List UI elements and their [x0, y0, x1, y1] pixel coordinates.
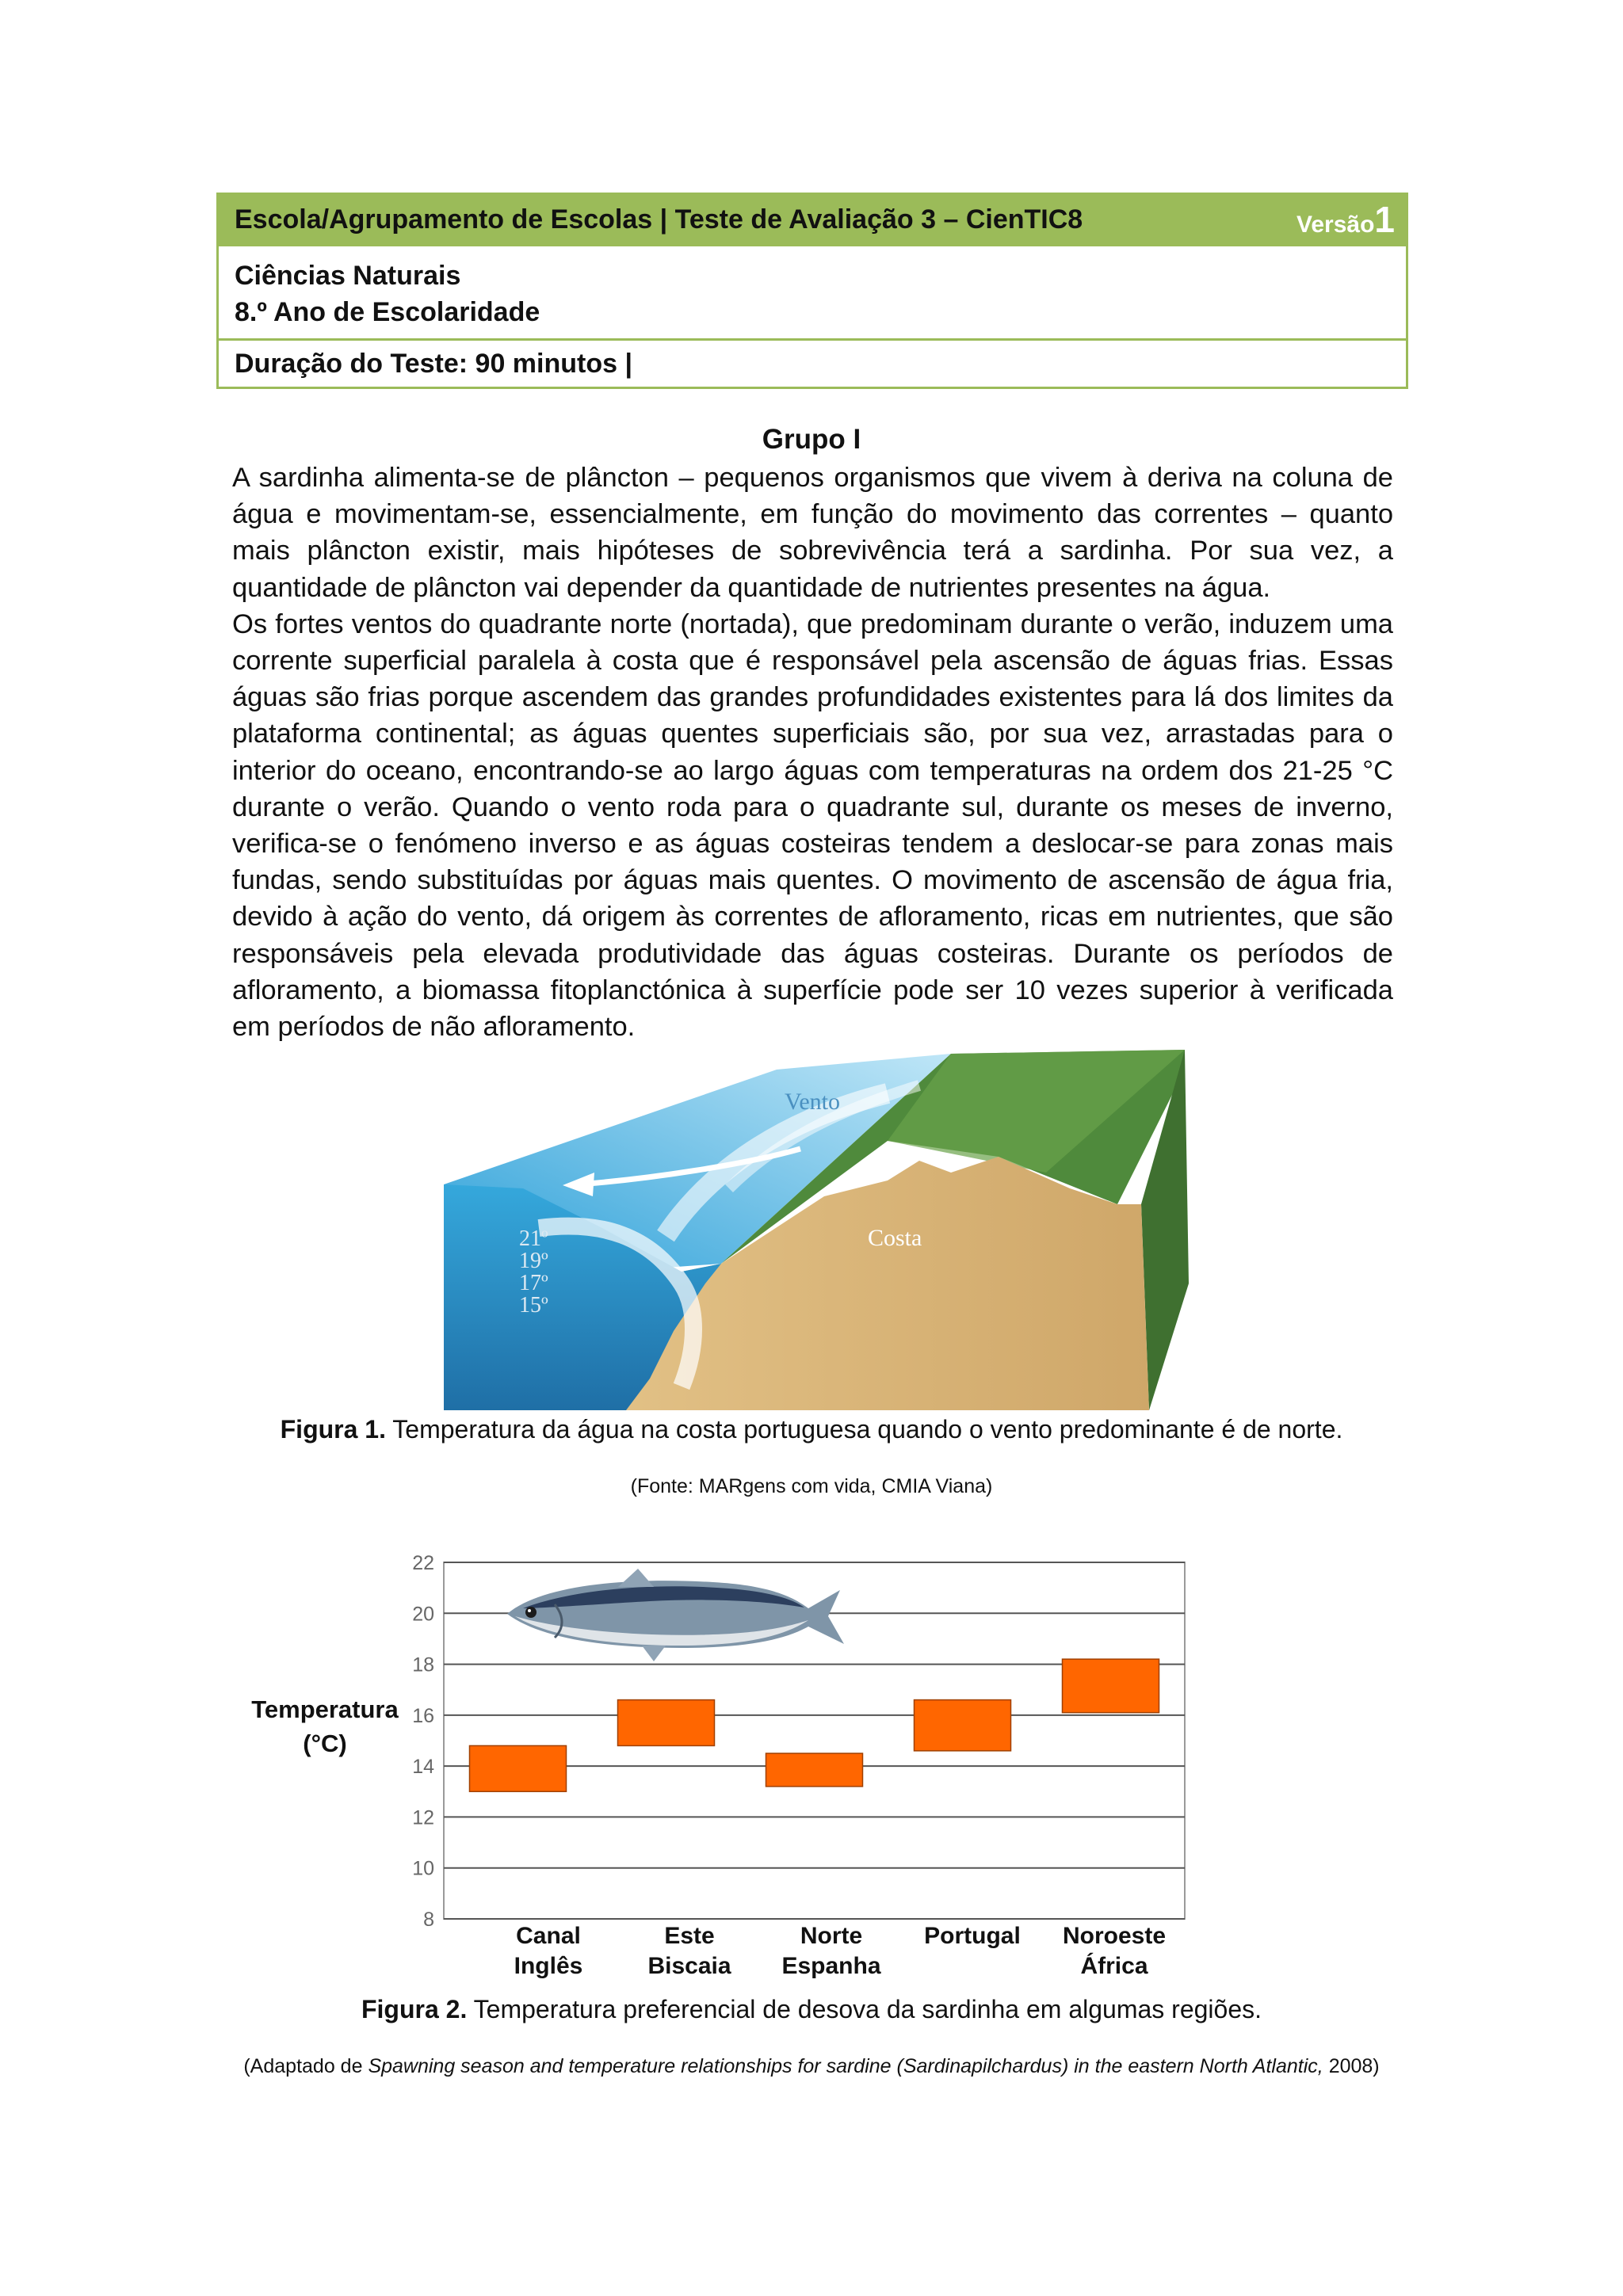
- y-tick-label: 22: [412, 1552, 434, 1574]
- upwelling-diagram: [444, 1046, 1189, 1410]
- source-title: Spawning season and temperature relationships for sardine (Sardinapilchardus) in the eastern North Atlantic,: [368, 2055, 1323, 2077]
- y-tick-label: 14: [412, 1756, 434, 1779]
- plot-frame: [444, 1562, 1185, 1919]
- range-bar-3: [915, 1700, 1011, 1751]
- cat0-line2: Inglês: [514, 1953, 583, 1979]
- cat3-line1: Portugal: [924, 1923, 1021, 1949]
- source-prefix: (Adaptado de: [243, 2055, 369, 2077]
- cat1-line2: Biscaia: [647, 1953, 731, 1979]
- source-suffix: 2008): [1323, 2055, 1380, 2077]
- category-label-1: [634, 1921, 745, 1981]
- cat0-line1: Canal: [516, 1923, 581, 1949]
- range-bar-2: [766, 1753, 863, 1787]
- category-label-3: [917, 1921, 1028, 1951]
- paragraph-1: A sardinha alimenta-se de plâncton – pequenos organismos que vivem à deriva na coluna de água e movimentam-se, essencialmente, em função do movimento das correntes – quanto mais plâncton existir, mais hipóteses de sobrevivência terá a sardinha. Por sua vez, a quantidade de plâncton vai depender da quantidade de nutrientes presentes na água.: [232, 463, 1393, 603]
- category-label-2: [776, 1921, 887, 1981]
- range-bar-4: [1063, 1659, 1159, 1713]
- coast-label: Costa: [868, 1225, 922, 1251]
- subject: Ciências Naturais: [235, 261, 461, 291]
- figure1-caption-label: Figura 1.: [280, 1415, 386, 1444]
- figure2-source: [0, 2055, 1623, 2078]
- range-bar-1: [618, 1700, 715, 1746]
- y-tick-label: 20: [412, 1603, 434, 1626]
- header-subject-row: [219, 244, 1406, 338]
- figure2-caption: [0, 1995, 1623, 2024]
- version-number: 1: [1374, 199, 1395, 240]
- category-label-4: [1059, 1921, 1170, 1981]
- figure1-caption-text: Temperatura da água na costa portuguesa quando o vento predominante é de norte.: [385, 1415, 1343, 1444]
- test-header: [216, 193, 1408, 389]
- y-tick-label: 16: [412, 1704, 434, 1727]
- group-title: Grupo I: [762, 424, 861, 455]
- temp-label-19: 19º: [519, 1249, 548, 1273]
- paragraph-2: Os fortes ventos do quadrante norte (nortada), que predominam durante o verão, induzem uma corrente superficial paralela à costa que é responsável pela ascensão de águas frias. Essas águas são frias porque ascendem das grandes profundidades existentes para lá dos limites da plataforma continental; as águas quentes superficiais são, por sua vez, arrastadas para o interior do oceano, encontrando-se ao largo águas com temperaturas na ordem dos 21-25 °C durante o verão. Quando o vento roda para o quadrante sul, durante os meses de inverno, verifica-se o fenómeno inverso e as águas costeiras tendem a deslocar-se para zonas mais fundas, sendo substituídas por águas mais quentes. O movimento de ascensão de água fria, devido à ação do vento, dá origem às correntes de afloramento, ricas em nutrientes, que são responsáveis pela elevada produtividade das águas costeiras. Durante os períodos de afloramento, a biomassa fitoplanctónica à superfície pode ser 10 vezes superior à verificada em períodos de não afloramento.: [232, 608, 1393, 1043]
- temp-label-15: 15º: [519, 1293, 548, 1318]
- figure1-caption: [0, 1415, 1623, 1444]
- cat2-line2: Espanha: [781, 1953, 881, 1979]
- body-text: [232, 460, 1393, 1045]
- temp-label-21: 21º: [519, 1226, 548, 1251]
- y-label-line1: Temperatura: [251, 1695, 399, 1723]
- chart-bars: [470, 1659, 1159, 1791]
- range-bar-0: [470, 1745, 567, 1791]
- header-title-row: [219, 195, 1406, 244]
- cat4-line2: África: [1080, 1953, 1148, 1979]
- chart-grid: [412, 1552, 1185, 1931]
- y-tick-label: 18: [412, 1653, 434, 1676]
- duration: Duração do Teste: 90 minutos |: [219, 338, 1406, 387]
- cat1-line1: Este: [664, 1923, 715, 1949]
- grade: 8.º Ano de Escolaridade: [235, 297, 540, 327]
- wind-label: Vento: [785, 1089, 840, 1115]
- figure2-caption-text: Temperatura preferencial de desova da sardinha em algumas regiões.: [467, 1995, 1262, 2023]
- cat4-line1: Noroeste: [1062, 1923, 1167, 1949]
- category-label-0: [493, 1921, 604, 1981]
- chart-y-axis-label: [238, 1692, 412, 1760]
- header-title: Escola/Agrupamento de Escolas | Teste de Avaliação 3 – CienTIC8: [235, 204, 1083, 235]
- temp-label-17: 17º: [519, 1271, 548, 1295]
- figure1-source: (Fonte: MARgens com vida, CMIA Viana): [630, 1475, 993, 1497]
- sardine-icon: [507, 1569, 844, 1661]
- version-label: Versão: [1296, 212, 1375, 238]
- figure2-caption-label: Figura 2.: [361, 1995, 468, 2023]
- y-tick-label: 8: [423, 1909, 434, 1931]
- y-tick-label: 10: [412, 1857, 434, 1880]
- y-label-line2: (°C): [303, 1730, 347, 1757]
- cat2-line1: Norte: [800, 1923, 863, 1949]
- version-badge: [1296, 198, 1395, 241]
- y-tick-label: 12: [412, 1806, 434, 1829]
